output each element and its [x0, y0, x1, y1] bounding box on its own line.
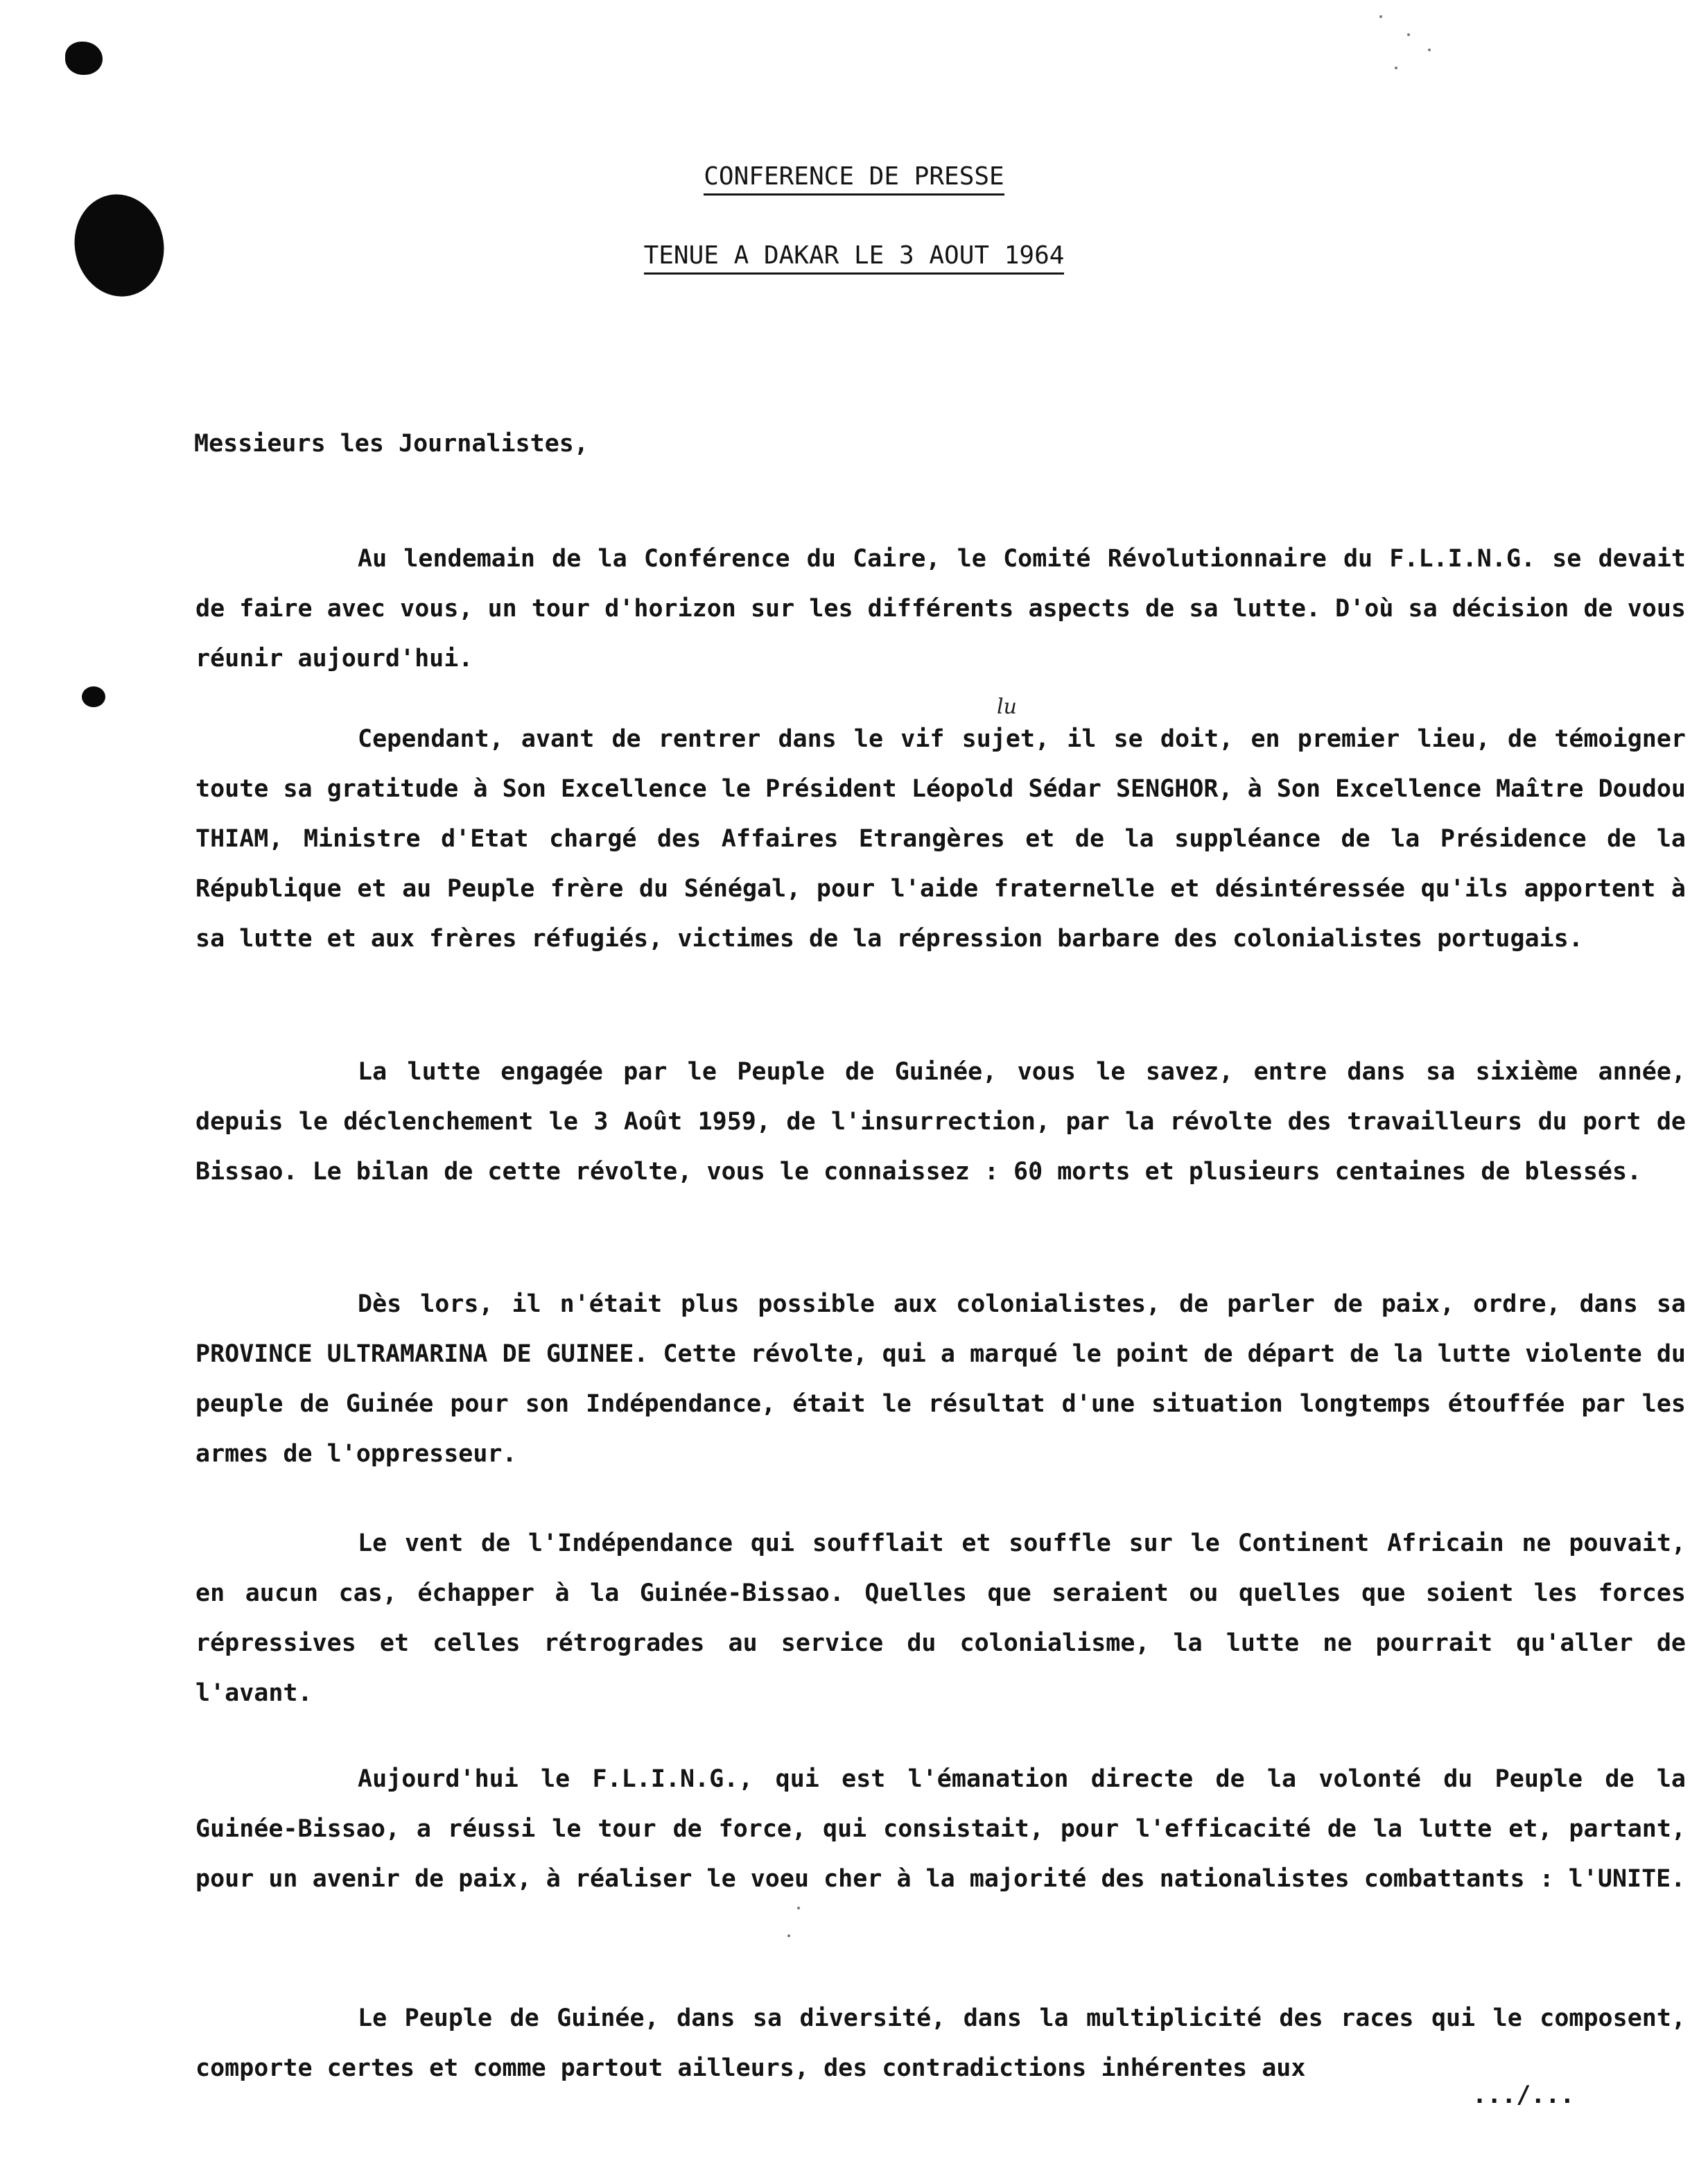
margin-ink-mark — [82, 686, 105, 707]
speck — [1407, 33, 1410, 36]
paragraph-7: Le Peuple de Guinée, dans sa diversité, dans la multiplicité des races qui le composent, comporte certes et comme partout ailleurs, des contradictions inhérentes aux — [195, 2004, 1686, 2082]
paragraph-2: Cependant, avant de rentrer dans le vif sujet, il se doit, en premier lieu, de témoigner toute sa gratitude à Son Excellence le Président Léopold Sédar SENGHOR, à Son Excellence Maître Doudou THIAM, Ministre d'Etat chargé des Affaires Etrangères et de la suppléance de la Présidence de la République et au Peuple frère du Sénégal, pour l'aide fraternelle et désintéressée qu'ils apportent à sa lutte et aux frères réfugiés, victimes de la répression barbare des colonialistes portugais. — [195, 725, 1686, 953]
speck — [1428, 49, 1431, 51]
document-title: CONFERENCE DE PRESSE — [0, 162, 1708, 191]
paragraph-3: La lutte engagée par le Peuple de Guinée, vous le savez, entre dans sa sixième année, depuis le déclenchement le 3 Août 1959, de l'insurrection, par la révolte des travailleurs du port de Bissao. Le bilan de cette révolte, vous le connaissez : 60 morts et plusieurs centaines de blessés. — [195, 1058, 1686, 1186]
paragraph-6: Aujourd'hui le F.L.I.N.G., qui est l'émanation directe de la volonté du Peuple de la Guinée-Bissao, a réussi le tour de force, qui consistait, pour l'efficacité de la lutte et, partant, pour un avenir de paix, à réaliser le voeu cher à la majorité des nationalistes combattants : l'UNITE. — [195, 1765, 1686, 1893]
corner-ink-mark — [65, 42, 103, 75]
paragraph-5: Le vent de l'Indépendance qui soufflait et souffle sur le Continent Africain ne pouvait, en aucun cas, échapper à la Guinée-Bissao. Quelles que seraient ou quelles que soient les forces répressives et celles rétrogrades au service du colonialisme, la lutte ne pourrait qu'aller de l'avant. — [195, 1529, 1686, 1707]
salutation: Messieurs les Journalistes, — [194, 430, 589, 458]
speck — [797, 1907, 800, 1909]
paragraph-4: Dès lors, il n'était plus possible aux colonialistes, de parler de paix, ordre, dans sa PROVINCE ULTRAMARINA DE GUINEE. Cette révolte, qui a marqué le point de départ de la lutte violente du peuple de Guinée pour son Indépendance, était le résultat d'une situation longtemps étouffée par les armes de l'oppresseur. — [195, 1290, 1686, 1468]
continuation-marker: .../... — [1472, 2081, 1575, 2109]
paragraph-1: Au lendemain de la Conférence du Caire, le Comité Révolutionnaire du F.L.I.N.G. se devait de faire avec vous, un tour d'horizon sur les différents aspects de sa lutte. D'où sa décision de vous réunir aujourd'hui. — [195, 545, 1686, 673]
speck — [787, 1934, 790, 1937]
speck — [1379, 15, 1382, 18]
document-subtitle: TENUE A DAKAR LE 3 AOUT 1964 — [0, 241, 1708, 270]
handwritten-annotation: lu — [997, 695, 1017, 719]
speck — [1395, 67, 1397, 69]
